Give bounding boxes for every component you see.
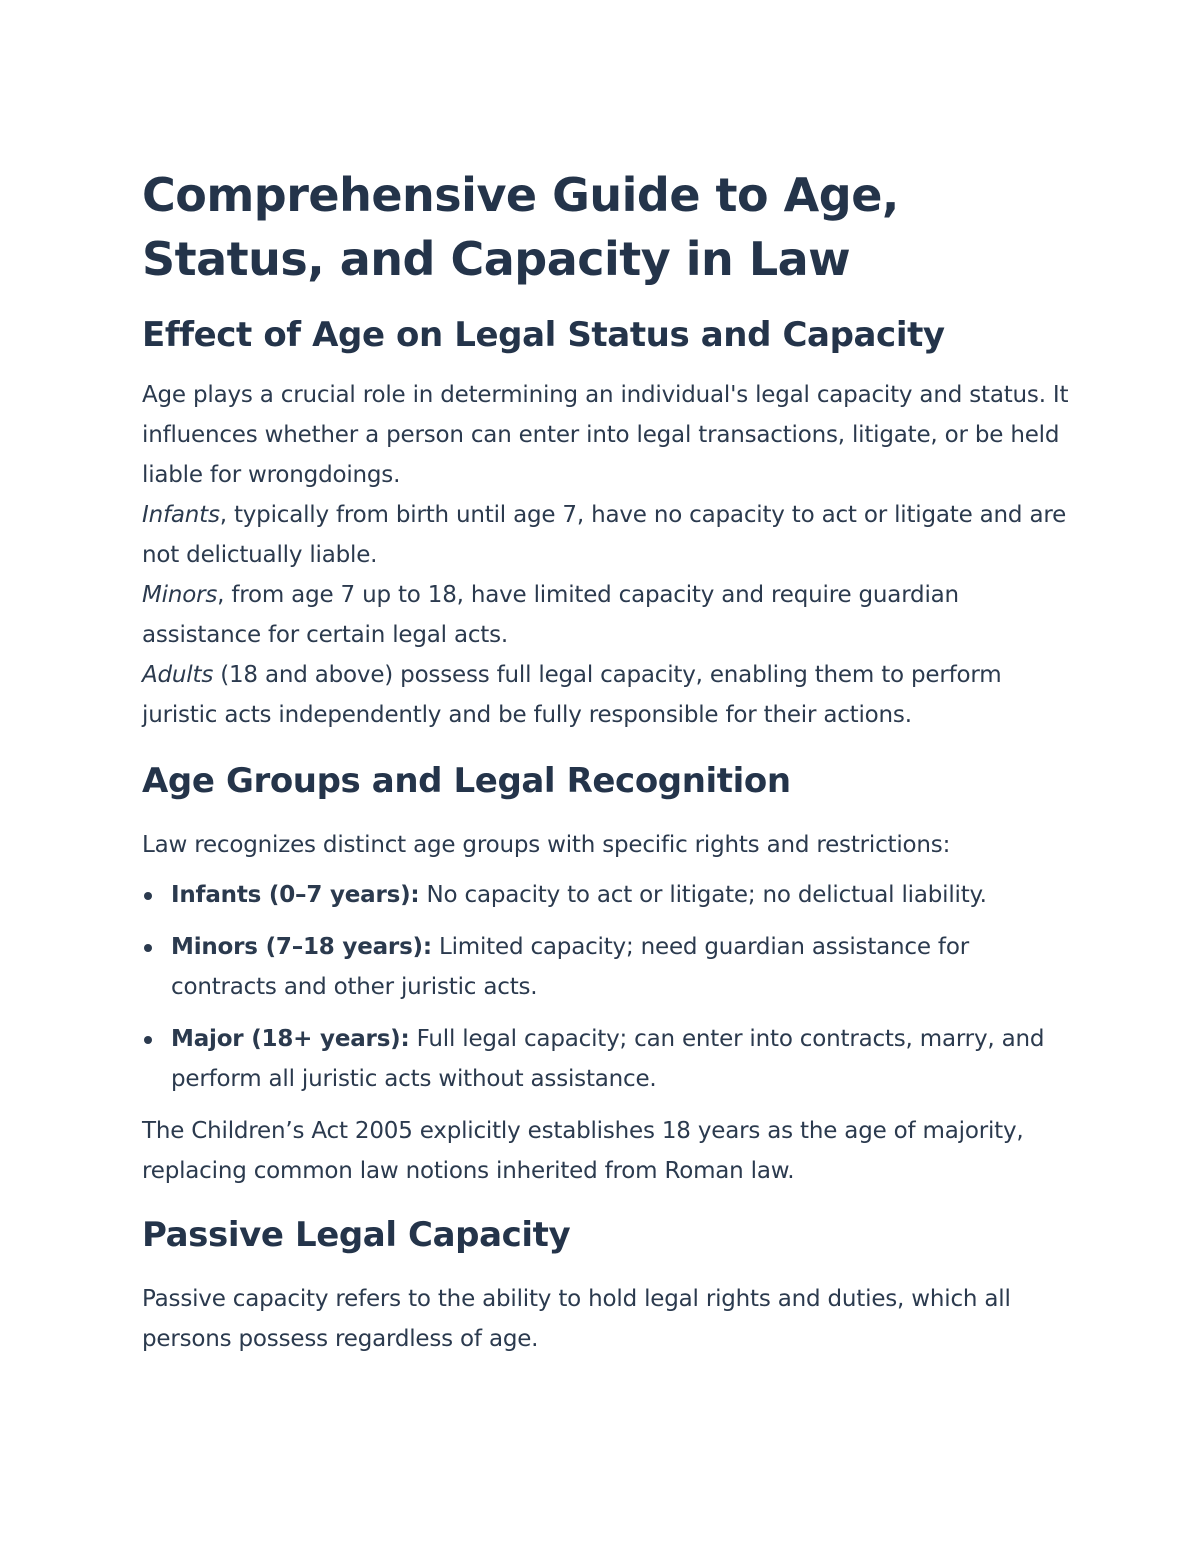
document-title: Comprehensive Guide to Age, Status, and Capacity in Law <box>142 168 899 286</box>
list-item <box>142 875 1072 915</box>
document-page <box>142 163 1072 1359</box>
adults-description: (18 and above) possess full legal capacity, enabling them to perform juristic acts independently and be fully responsible for their actions. <box>142 662 1002 728</box>
childrens-act-paragraph: The Children’s Act 2005 explicitly establishes 18 years as the age of majority, replacing common law notions inherited from Roman law. <box>142 1118 1024 1184</box>
infants-description: , typically from birth until age 7, have no capacity to act or litigate and are not delictually liable. <box>142 502 1067 568</box>
age-groups-intro: Law recognizes distinct age groups with specific rights and restrictions: <box>142 832 951 858</box>
paragraph-minors <box>142 575 1072 655</box>
paragraph-infants <box>142 495 1072 575</box>
passive-capacity-paragraph: Passive capacity refers to the ability to hold legal rights and duties, which all persons possess regardless of age. <box>142 1286 1011 1352</box>
term-minors: Minors <box>142 582 218 608</box>
minors-description: , from age 7 up to 18, have limited capacity and require guardian assistance for certain legal acts. <box>142 582 959 648</box>
section-body-effect-of-age <box>142 375 1072 735</box>
section-heading-passive-capacity: Passive Legal Capacity <box>142 1215 571 1255</box>
term-infants: Infants <box>142 502 220 528</box>
list-item <box>142 927 1072 1007</box>
list-item-text: Full legal capacity; can enter into contracts, marry, and perform all juristic acts without assistance. <box>171 1026 1045 1092</box>
bullet-icon <box>144 1036 152 1044</box>
bullet-icon <box>144 892 152 900</box>
list-item-label: Minors (7–18 years): <box>171 934 432 960</box>
list-item-label: Infants (0–7 years): <box>171 882 420 908</box>
paragraph-adults <box>142 655 1072 735</box>
list-item-text: Limited capacity; need guardian assistance for contracts and other juristic acts. <box>171 934 969 1000</box>
term-adults: Adults <box>142 662 214 688</box>
section-heading-age-groups: Age Groups and Legal Recognition <box>142 761 791 801</box>
section-heading-effect-of-age: Effect of Age on Legal Status and Capacity <box>142 315 945 355</box>
bullet-icon <box>144 944 152 952</box>
list-item-label: Major (18+ years): <box>171 1026 410 1052</box>
list-item <box>142 1019 1072 1099</box>
list-item-text: No capacity to act or litigate; no delictual liability. <box>419 882 987 908</box>
age-groups-list <box>142 875 1072 1099</box>
paragraph-age-role: Age plays a crucial role in determining an individual's legal capacity and status. It influences whether a person can enter into legal transactions, litigate, or be held liable for wrongdoings. <box>142 382 1069 488</box>
